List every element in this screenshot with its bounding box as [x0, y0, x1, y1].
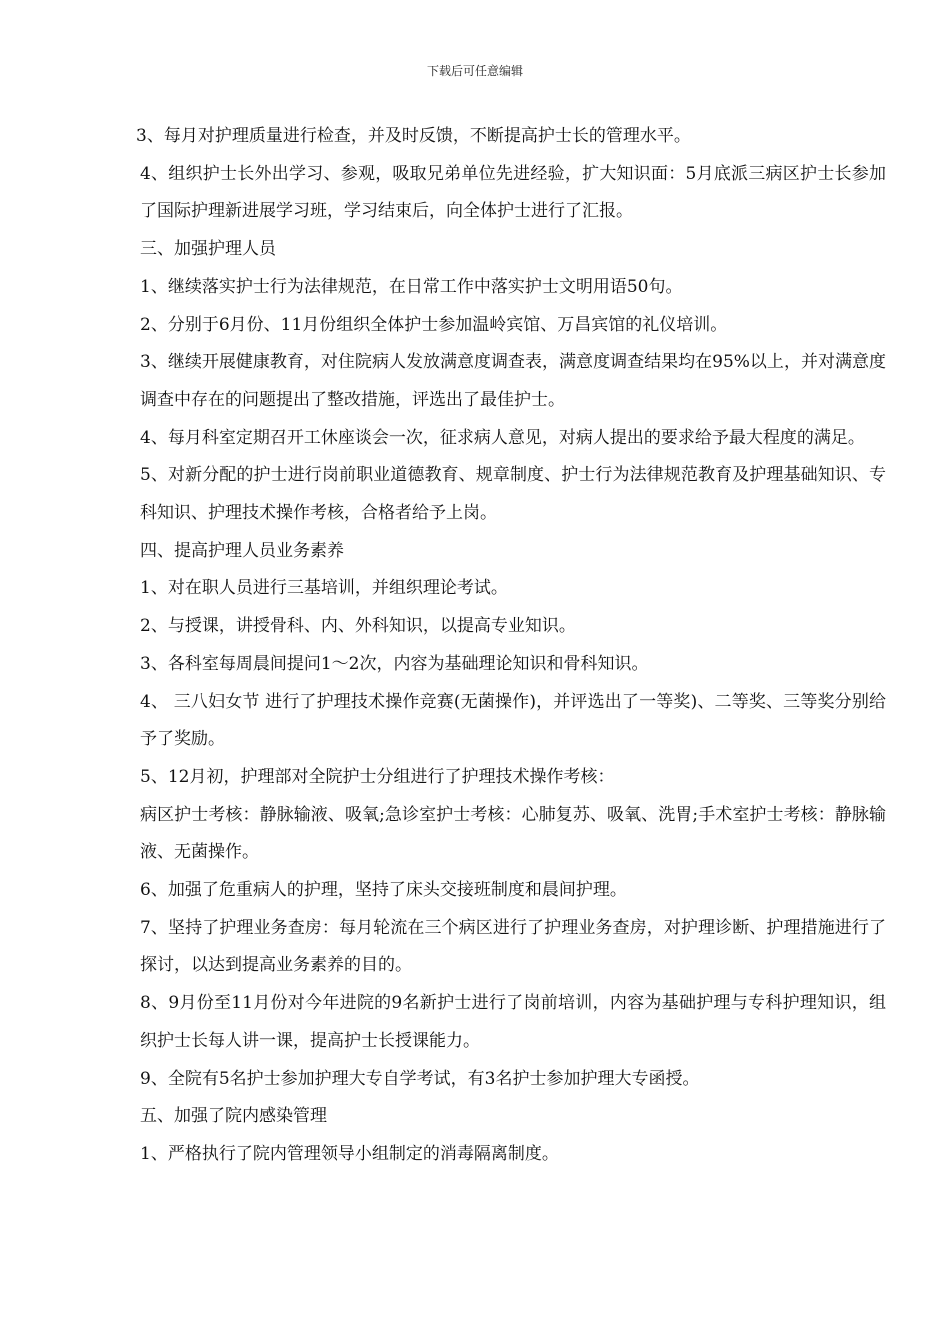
paragraph-19: 9、全院有5名护士参加护理大专自学考试，有3名护士参加护理大专函授。: [140, 1068, 700, 1089]
paragraph-21: 1、严格执行了院内管理领导小组制定的消毒隔离制度。: [140, 1143, 559, 1164]
section-heading-5: 五、加强了院内感染管理: [140, 1106, 327, 1127]
paragraph-13: 4、 三八妇女节 进行了护理技术操作竞赛(无菌操作)，并评选出了一等奖)、二等奖、三等奖分别给予了奖励。: [140, 691, 886, 750]
page-header-note: 下载后可任意编辑: [426, 64, 523, 78]
paragraph-4: 1、继续落实护士行为法律规范，在日常工作中落实护士文明用语50句。: [140, 276, 683, 297]
paragraph-16: 6、加强了危重病人的护理，坚持了床头交接班制度和晨间护理。: [140, 880, 627, 901]
paragraph-2: 4、组织护士长外出学习、参观，吸取兄弟单位先进经验，扩大知识面：5月底派三病区护士长参加了国际护理新进展学习班，学习结束后，向全体护士进行了汇报。: [140, 163, 886, 222]
paragraph-1: 3、每月对护理质量进行检查，并及时反馈，不断提高护士长的管理水平。: [136, 126, 691, 146]
section-heading-4: 四、提高护理人员业务素养: [140, 540, 344, 561]
paragraph-10: 1、对在职人员进行三基培训，并组织理论考试。: [140, 578, 508, 599]
paragraph-14: 5、12月初，护理部对全院护士分组进行了护理技术操作考核：: [140, 766, 615, 787]
paragraph-17: 7、坚持了护理业务查房：每月轮流在三个病区进行了护理业务查房，对护理诊断、护理措施进行了探讨，以达到提高业务素养的目的。: [140, 917, 886, 976]
paragraph-6: 3、继续开展健康教育，对住院病人发放满意度调查表，满意度调查结果均在95%以上，并对满意度调查中存在的问题提出了整改措施，评选出了最佳护士。: [140, 352, 886, 410]
paragraph-15: 病区护士考核：静脉输液、吸氧;急诊室护士考核：心肺复苏、吸氧、洗胃;手术室护士考核：静脉输液、无菌操作。: [140, 804, 886, 863]
paragraph-12: 3、各科室每周晨间提问1～2次，内容为基础理论知识和骨科知识。: [140, 653, 649, 674]
paragraph-11: 2、与授课，讲授骨科、内、外科知识，以提高专业知识。: [140, 616, 576, 637]
paragraph-7: 4、每月科室定期召开工休座谈会一次，征求病人意见，对病人提出的要求给予最大程度的满足。: [140, 427, 865, 448]
section-heading-3: 三、加强护理人员: [140, 239, 276, 260]
paragraph-18: 8、9月份至11月份对今年进院的9名新护士进行了岗前培训，内容为基础护理与专科护理知识，组织护士长每人讲一课，提高护士长授课能力。: [140, 993, 886, 1051]
paragraph-8: 5、对新分配的护士进行岗前职业道德教育、规章制度、护士行为法律规范教育及护理基础知识、专科知识、护理技术操作考核，合格者给予上岗。: [140, 465, 886, 524]
document-body: [136, 118, 886, 1174]
paragraph-5: 2、分别于6月份、11月份组织全体护士参加温岭宾馆、万昌宾馆的礼仪培训。: [140, 314, 728, 335]
